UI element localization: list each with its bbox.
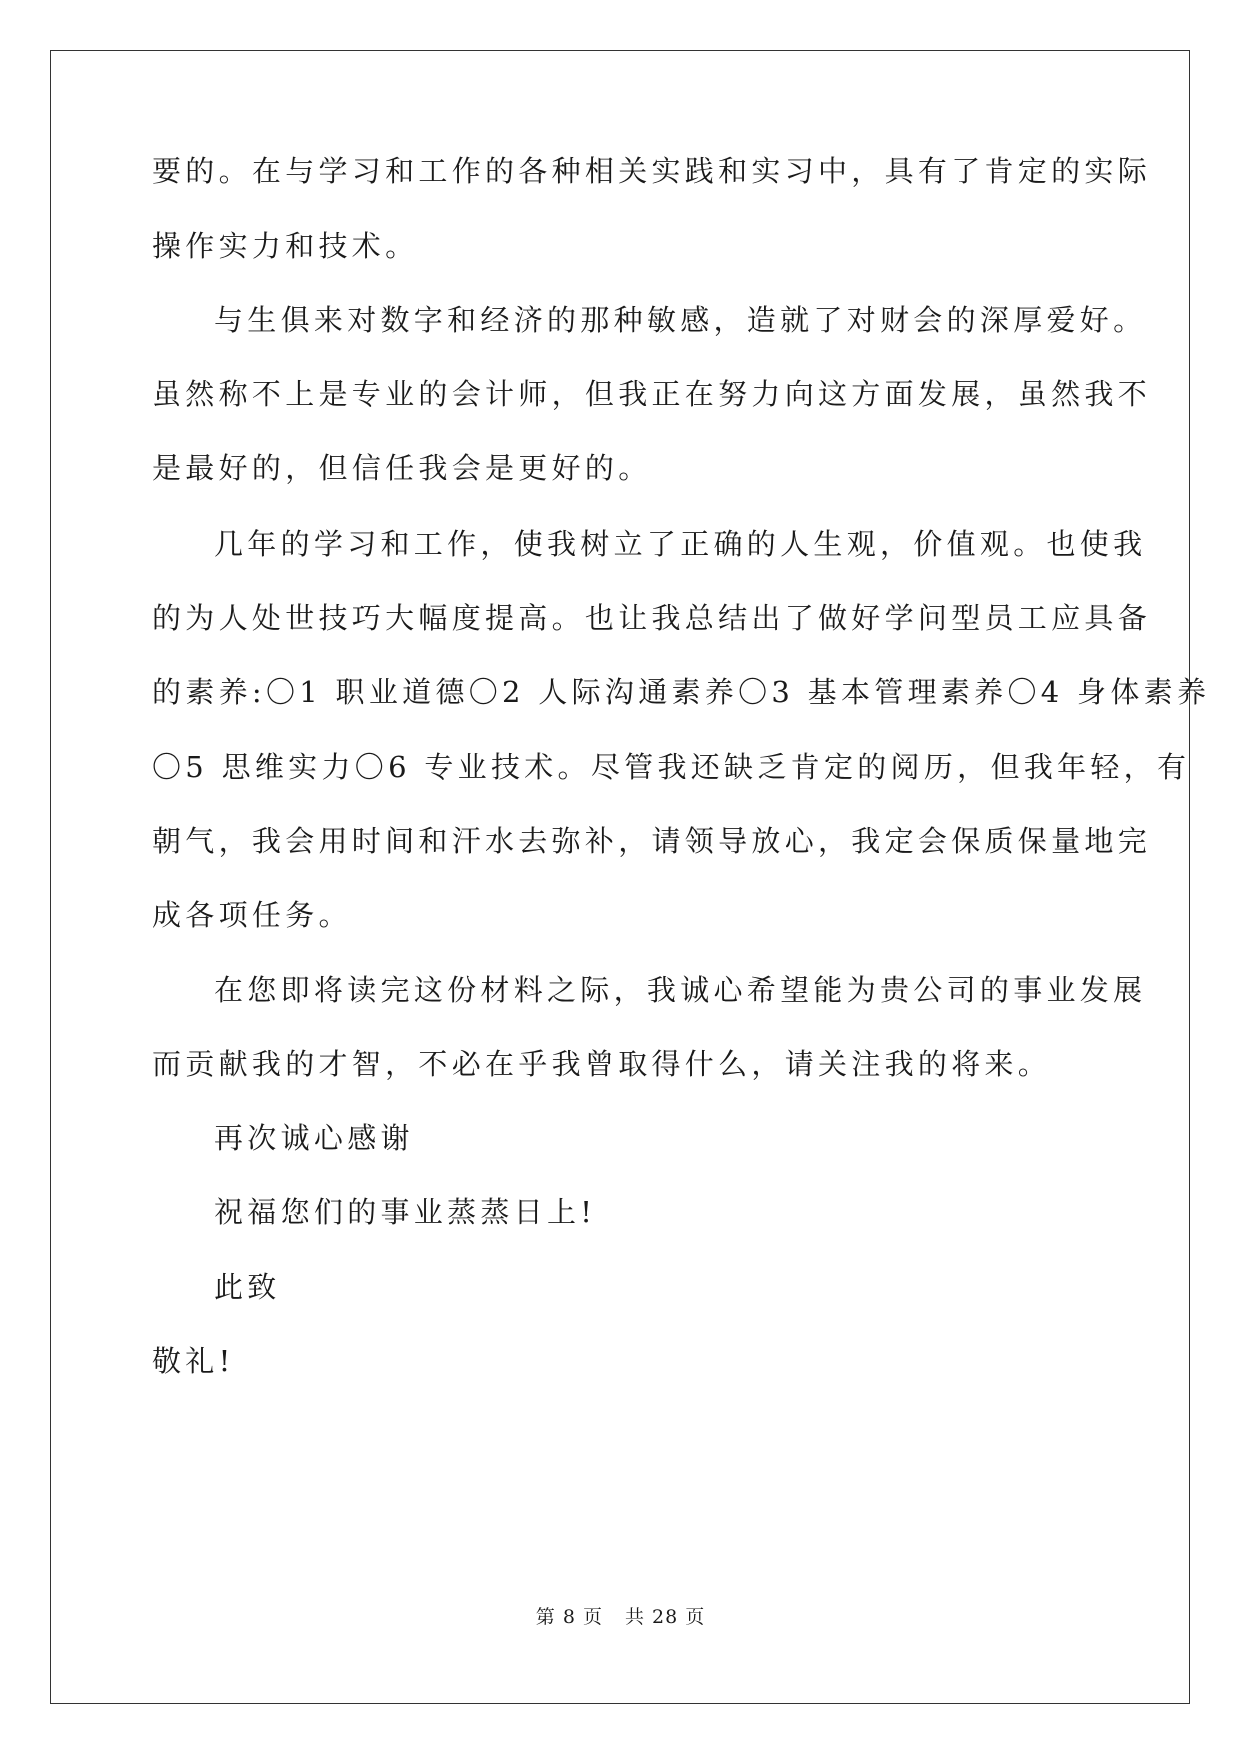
text-line-4: 虽然称不上是专业的会计师，但我正在努力向这方面发展，虽然我不	[152, 377, 1152, 411]
text-line-5: 是最好的，但信任我会是更好的。	[152, 451, 652, 485]
text-line-2: 操作实力和技术。	[152, 229, 419, 263]
text-line-12: 在您即将读完这份材料之际，我诚心希望能为贵公司的事业发展	[214, 973, 1147, 1007]
text-line-8: 的素养:〇1 职业道德〇2 人际沟通素养〇3 基本管理素养〇4 身体素养	[152, 675, 1211, 709]
closing-salutation: 此致	[214, 1270, 281, 1304]
page-number: 第 8 页	[535, 1606, 603, 1628]
page-total: 共 28 页	[624, 1606, 706, 1628]
closing-thanks: 再次诚心感谢	[214, 1121, 414, 1155]
page-footer	[0, 1605, 1241, 1629]
text-line-9: 〇5 思维实力〇6 专业技术。尽管我还缺乏肯定的阅历，但我年轻，有	[152, 750, 1191, 784]
text-line-6: 几年的学习和工作，使我树立了正确的人生观，价值观。也使我	[214, 527, 1147, 561]
page-border	[50, 50, 1190, 1704]
text-line-7: 的为人处世技巧大幅度提高。也让我总结出了做好学问型员工应具备	[152, 601, 1152, 635]
closing-regards: 敬礼!	[152, 1344, 235, 1378]
text-line-13: 而贡献我的才智，不必在乎我曾取得什么，请关注我的将来。	[152, 1047, 1052, 1081]
text-line-3: 与生俱来对数字和经济的那种敏感，造就了对财会的深厚爱好。	[214, 303, 1147, 337]
closing-wishes: 祝福您们的事业蒸蒸日上!	[214, 1195, 597, 1229]
text-line-11: 成各项任务。	[152, 898, 352, 932]
text-line-10: 朝气，我会用时间和汗水去弥补，请领导放心，我定会保质保量地完	[152, 824, 1152, 858]
text-line-1: 要的。在与学习和工作的各种相关实践和实习中，具有了肯定的实际	[152, 154, 1152, 188]
